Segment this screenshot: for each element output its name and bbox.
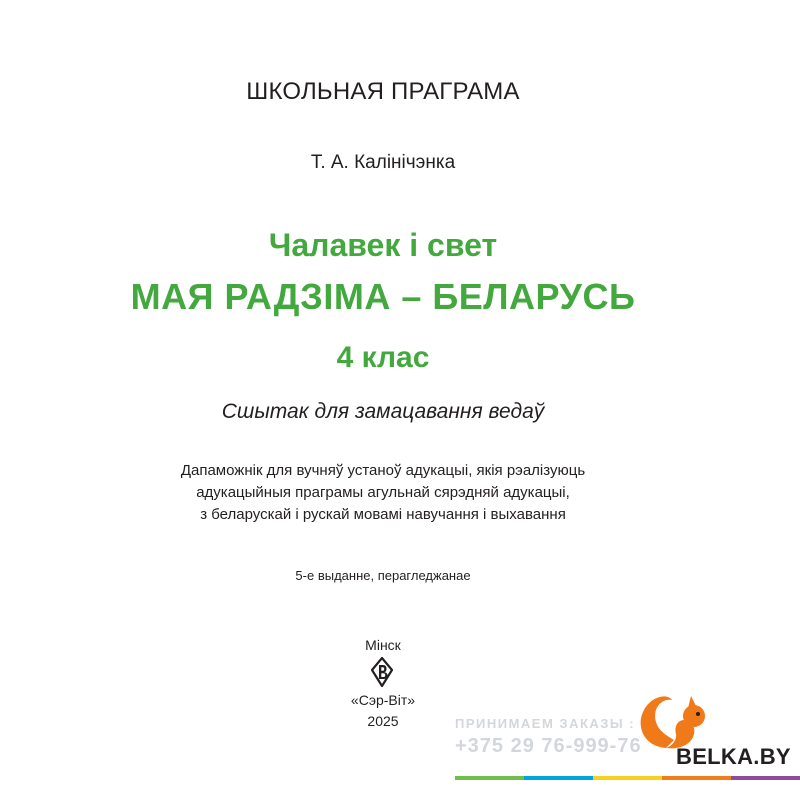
subject-title: Чалавек і свет (268, 227, 498, 263)
grade-label: 4 клас (336, 341, 430, 374)
book-title: МАЯ РАДЗІМА – БЕЛАРУСЬ (130, 276, 636, 317)
publication-city: Мінск (365, 637, 401, 653)
publisher-name: «Сэр-Віт» (350, 692, 416, 708)
edition-note: 5-е выданне, перагледжанае (295, 568, 471, 583)
description-line-1: Дапаможнік для вучняў устаноў адукацыі, якія рэалізуюць (180, 462, 586, 479)
stripe-3 (593, 776, 662, 780)
publisher-logo-icon (371, 657, 393, 687)
promo-label: ПРИНИМАЕМ ЗАКАЗЫ : (455, 716, 636, 731)
stripe-1 (455, 776, 524, 780)
author-name: Т. А. Калінічэнка (310, 152, 456, 173)
stripe-5 (731, 776, 800, 780)
stripe-4 (662, 776, 731, 780)
squirrel-icon (636, 690, 710, 752)
promo-phone[interactable]: +375 29 76-999-76 (455, 735, 642, 757)
description-line-3: з беларускай і рускай мовамі навучання і выхавання (200, 506, 566, 523)
store-promo (455, 716, 642, 758)
book-type: Сшытак для замацавання ведаў (221, 400, 545, 423)
brand-stripes (455, 776, 800, 780)
store-brand[interactable]: BELKA.BY (676, 744, 791, 769)
description-line-2: адукацыйныя праграмы агульнай сярэдняй адукацыі, (196, 484, 570, 501)
series-title: ШКОЛЬНАЯ ПРАГРАМА (246, 78, 520, 105)
stripe-2 (524, 776, 593, 780)
publication-year: 2025 (367, 713, 399, 729)
